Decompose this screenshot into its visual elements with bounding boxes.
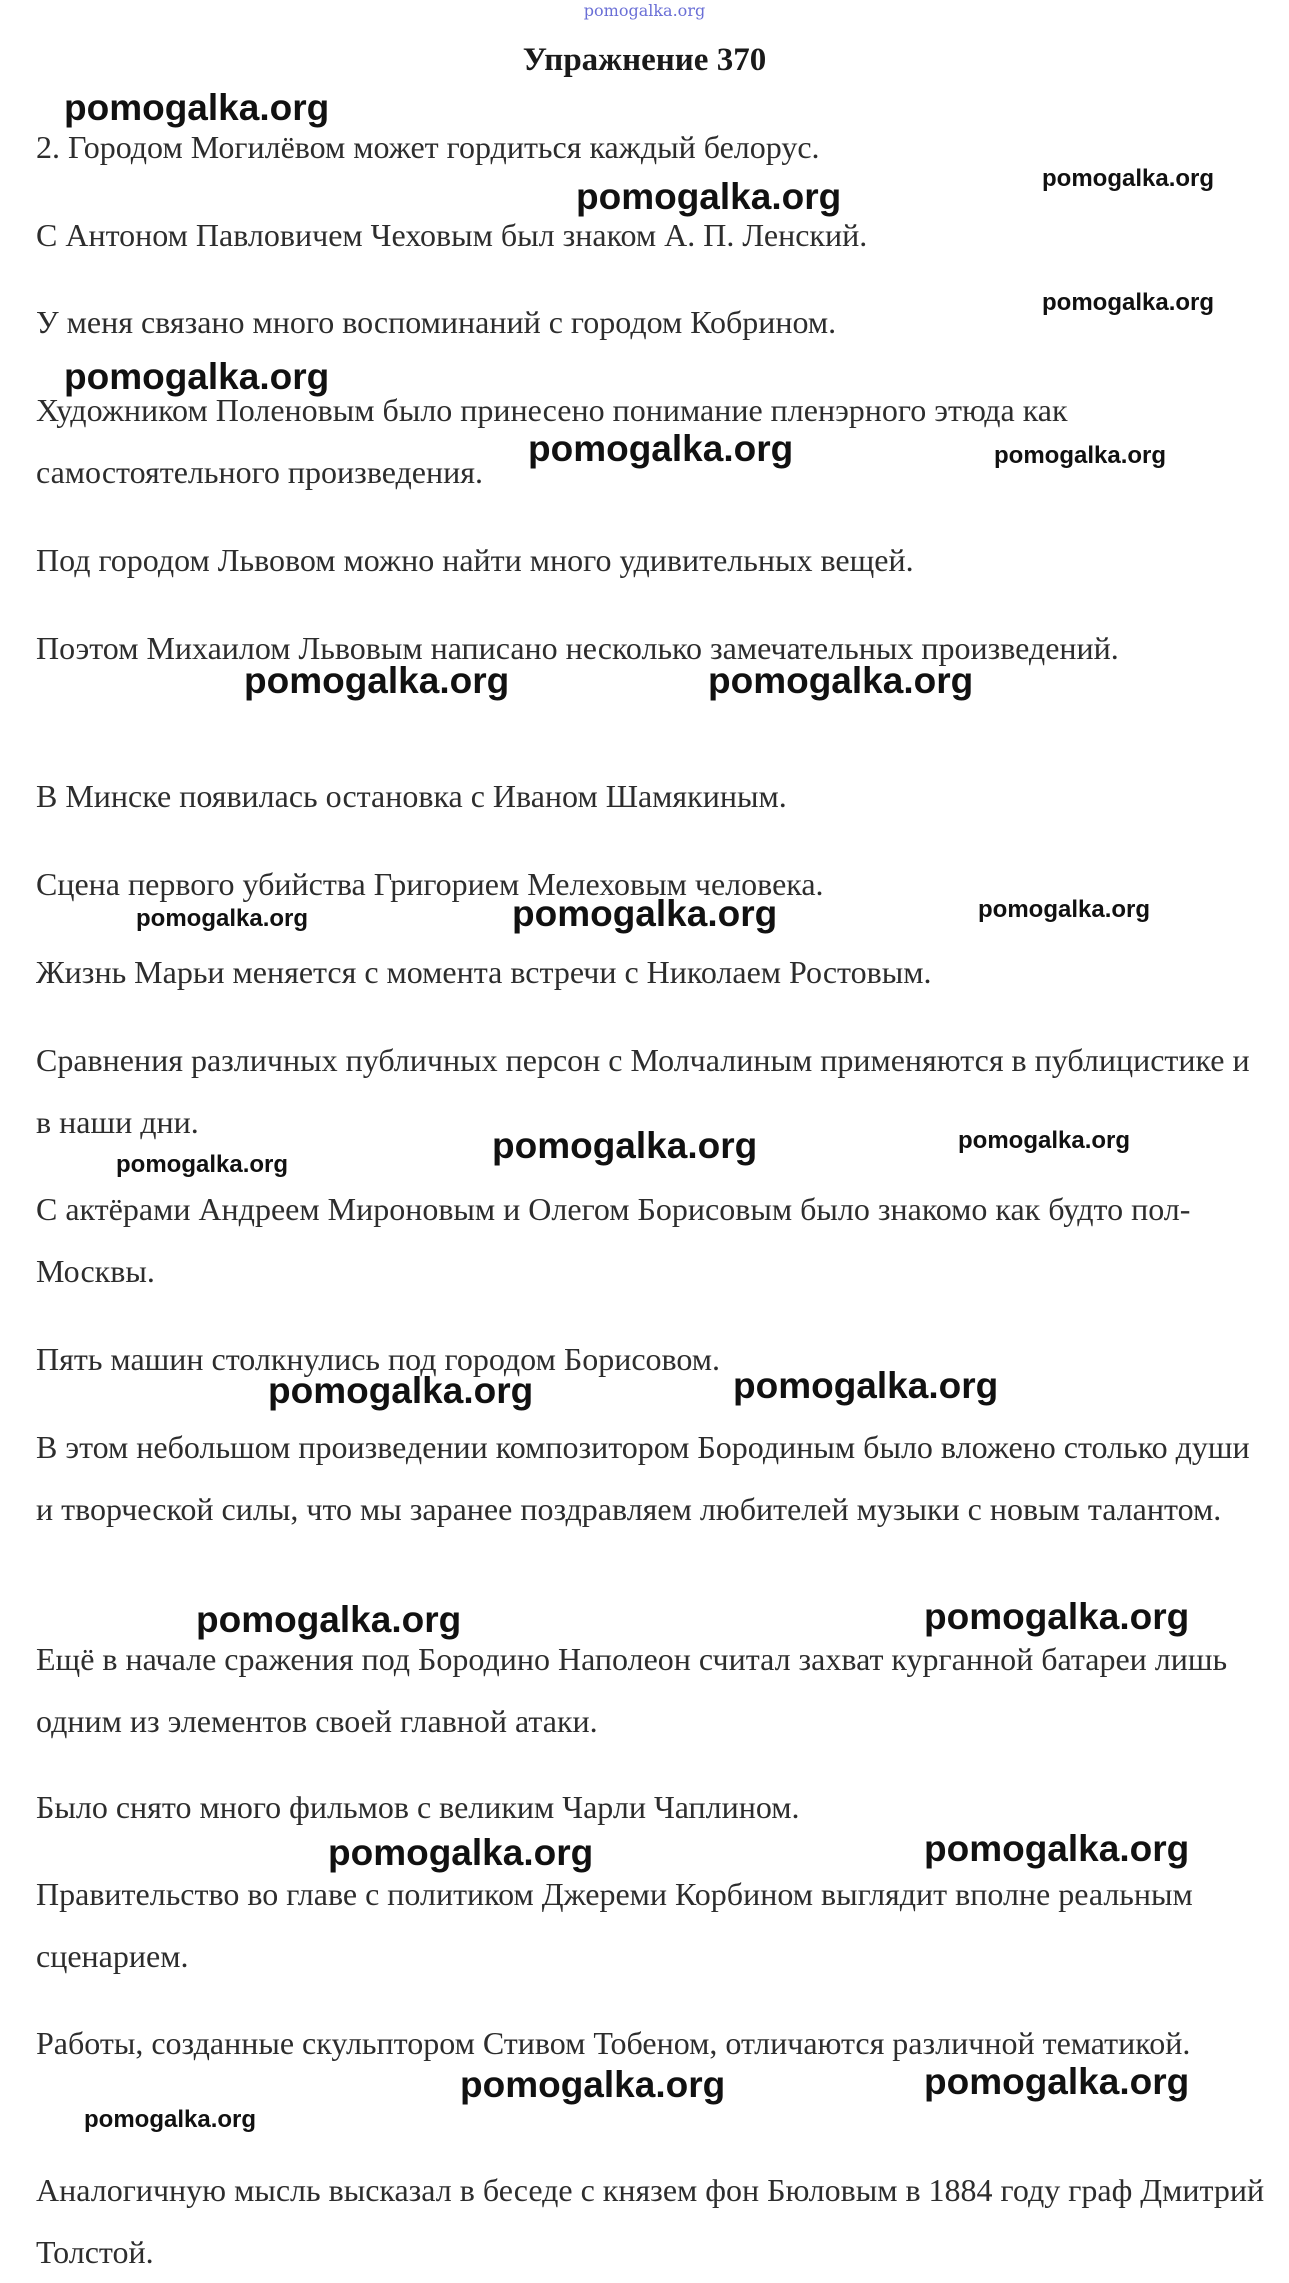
watermark: pomogalka.org [460, 2064, 726, 2105]
watermark: pomogalka.org [994, 442, 1167, 469]
paragraph-12: Пять машин столкнулись под городом Борисовом. [36, 1341, 721, 1377]
paragraph-11: С актёрами Андреем Мироновым и Олегом Борисовым было знакомо как будто пол-Москвы. [36, 1191, 1191, 1289]
site-link[interactable]: pomogalka.org [583, 1, 706, 20]
watermark: pomogalka.org [136, 905, 309, 932]
watermark: pomogalka.org [1042, 289, 1215, 316]
paragraph-3: У меня связано много воспоминаний с городом Кобрином. [36, 304, 837, 340]
paragraph-10: Сравнения различных публичных персон с Молчалиным применяются в публицистике и в наши дни. [36, 1042, 1250, 1140]
watermark: pomogalka.org [328, 1832, 594, 1873]
watermark: pomogalka.org [708, 660, 974, 701]
watermark: pomogalka.org [528, 428, 794, 469]
paragraph-7: В Минске появилась остановка с Иваном Шамякиным. [36, 778, 787, 814]
paragraph-18: Аналогичную мысль высказал в беседе с князем фон Бюловым в 1884 году граф Дмитрий Толстой. [36, 2172, 1265, 2270]
watermark: pomogalka.org [64, 356, 330, 397]
watermark: pomogalka.org [268, 1370, 534, 1411]
paragraph-17: Работы, созданные скульптором Стивом Тобеном, отличаются различной тематикой. [36, 2025, 1191, 2061]
watermark: pomogalka.org [958, 1127, 1131, 1154]
watermark: pomogalka.org [1042, 165, 1215, 192]
watermark: pomogalka.org [924, 2061, 1190, 2102]
paragraph-5: Под городом Львовом можно найти много удивительных вещей. [36, 542, 914, 578]
paragraph-13: В этом небольшом произведении композитором Бородиным было вложено столько души и творческой силы, что мы заранее поздравляем любителей музыки с новым талантом. [36, 1429, 1250, 1527]
watermark: pomogalka.org [64, 87, 330, 128]
watermark: pomogalka.org [978, 896, 1151, 923]
paragraph-15: Было снято много фильмов с великим Чарли Чаплином. [36, 1789, 800, 1825]
paragraph-2: С Антоном Павловичем Чеховым был знаком А. П. Ленский. [36, 217, 868, 253]
watermark: pomogalka.org [924, 1596, 1190, 1637]
watermark: pomogalka.org [244, 660, 510, 701]
paragraph-1: 2. Городом Могилёвом может гордиться каждый белорус. [36, 129, 820, 165]
watermark: pomogalka.org [512, 893, 778, 934]
watermark: pomogalka.org [576, 176, 842, 217]
watermark: pomogalka.org [116, 1151, 289, 1178]
paragraph-16: Правительство во главе с политиком Джереми Корбином выглядит вполне реальным сценарием. [36, 1876, 1193, 1974]
paragraph-8: Сцена первого убийства Григорием Мелеховым человека. [36, 866, 824, 902]
watermark: pomogalka.org [924, 1828, 1190, 1869]
watermark: pomogalka.org [492, 1125, 758, 1166]
paragraph-9: Жизнь Марьи меняется с момента встречи с Николаем Ростовым. [36, 954, 932, 990]
page-title: Упражнение 370 [522, 42, 767, 78]
paragraph-14: Ещё в начале сражения под Бородино Наполеон считал захват курганной батареи лишь одним из элементов своей главной атаки. [36, 1641, 1228, 1739]
watermark: pomogalka.org [196, 1599, 462, 1640]
watermark: pomogalka.org [84, 2106, 257, 2133]
watermark: pomogalka.org [733, 1365, 999, 1406]
paragraph-4: Художником Поленовым было принесено понимание пленэрного этюда как самостоятельного произведения. [36, 392, 1068, 490]
paragraph-6: Поэтом Михаилом Львовым написано несколько замечательных произведений. [36, 630, 1119, 666]
